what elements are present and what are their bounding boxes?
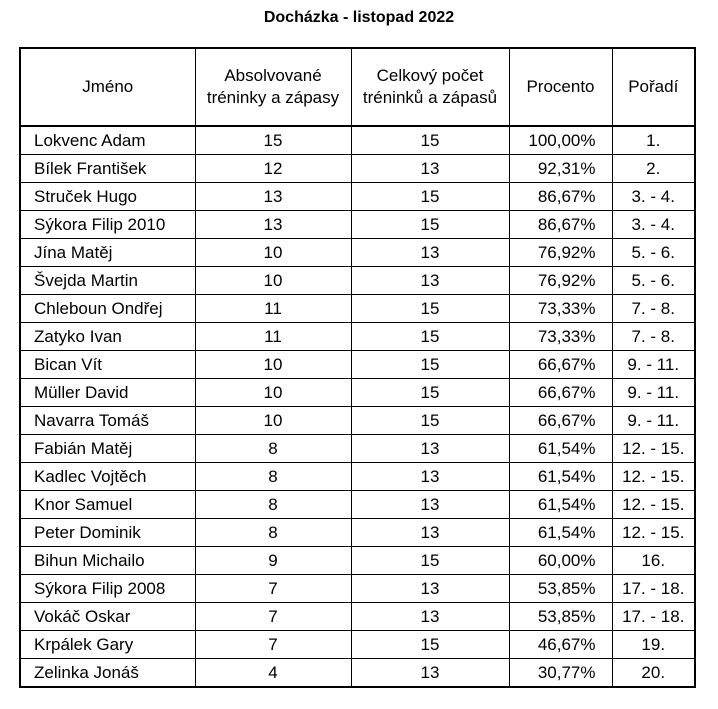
header-total-line2: tréninků a zápasů <box>362 88 498 107</box>
table-row <box>20 659 695 688</box>
cell-percent: 86,67% <box>509 183 612 211</box>
header-name-label: Jméno <box>82 77 134 96</box>
cell-percent: 46,67% <box>509 631 612 659</box>
cell-rank: 17. - 18. <box>612 575 695 603</box>
cell-attended: 8 <box>195 435 351 463</box>
cell-total: 15 <box>351 407 509 435</box>
cell-attended: 12 <box>195 155 351 183</box>
header-rank-label: Pořadí <box>628 77 679 96</box>
cell-attended: 10 <box>195 267 351 295</box>
cell-percent: 61,54% <box>509 491 612 519</box>
cell-percent: 92,31% <box>509 155 612 183</box>
cell-name: Lokvenc Adam <box>20 126 195 155</box>
cell-percent: 100,00% <box>509 126 612 155</box>
cell-name: Bihun Michailo <box>20 547 195 575</box>
cell-attended: 8 <box>195 463 351 491</box>
table-row <box>20 631 695 659</box>
cell-total: 13 <box>351 575 509 603</box>
cell-rank: 17. - 18. <box>612 603 695 631</box>
cell-percent: 61,54% <box>509 519 612 547</box>
cell-percent: 61,54% <box>509 463 612 491</box>
table-row <box>20 126 695 155</box>
table-row <box>20 239 695 267</box>
cell-percent: 86,67% <box>509 211 612 239</box>
cell-percent: 66,67% <box>509 351 612 379</box>
cell-attended: 7 <box>195 603 351 631</box>
cell-attended: 13 <box>195 211 351 239</box>
cell-name: Bican Vít <box>20 351 195 379</box>
cell-percent: 66,67% <box>509 379 612 407</box>
cell-attended: 9 <box>195 547 351 575</box>
cell-total: 13 <box>351 435 509 463</box>
cell-attended: 7 <box>195 575 351 603</box>
cell-rank: 5. - 6. <box>612 267 695 295</box>
cell-attended: 10 <box>195 351 351 379</box>
cell-name: Struček Hugo <box>20 183 195 211</box>
attendance-table <box>19 47 696 688</box>
header-attended <box>195 48 351 126</box>
cell-attended: 7 <box>195 631 351 659</box>
cell-name: Navarra Tomáš <box>20 407 195 435</box>
cell-rank: 2. <box>612 155 695 183</box>
cell-total: 15 <box>351 183 509 211</box>
cell-percent: 73,33% <box>509 295 612 323</box>
table-row <box>20 183 695 211</box>
cell-attended: 11 <box>195 295 351 323</box>
table-row <box>20 407 695 435</box>
cell-attended: 15 <box>195 126 351 155</box>
table-row <box>20 211 695 239</box>
header-total-line1: Celkový počet <box>376 66 484 85</box>
header-percent <box>509 48 612 126</box>
cell-total: 15 <box>351 126 509 155</box>
header-row <box>20 48 695 126</box>
table-row <box>20 603 695 631</box>
cell-rank: 3. - 4. <box>612 211 695 239</box>
table-row <box>20 155 695 183</box>
header-attended-line2: tréninky a zápasy <box>206 88 340 107</box>
cell-name: Sýkora Filip 2010 <box>20 211 195 239</box>
cell-attended: 11 <box>195 323 351 351</box>
cell-percent: 53,85% <box>509 603 612 631</box>
cell-name: Zatyko Ivan <box>20 323 195 351</box>
cell-rank: 12. - 15. <box>612 491 695 519</box>
cell-total: 15 <box>351 211 509 239</box>
cell-percent: 53,85% <box>509 575 612 603</box>
table-row <box>20 519 695 547</box>
cell-rank: 9. - 11. <box>612 379 695 407</box>
cell-rank: 1. <box>612 126 695 155</box>
cell-name: Knor Samuel <box>20 491 195 519</box>
cell-attended: 13 <box>195 183 351 211</box>
cell-percent: 66,67% <box>509 407 612 435</box>
cell-total: 15 <box>351 379 509 407</box>
table-row <box>20 379 695 407</box>
cell-rank: 9. - 11. <box>612 407 695 435</box>
cell-total: 15 <box>351 631 509 659</box>
cell-rank: 20. <box>612 659 695 688</box>
cell-name: Müller David <box>20 379 195 407</box>
cell-total: 13 <box>351 239 509 267</box>
cell-name: Kadlec Vojtěch <box>20 463 195 491</box>
cell-attended: 10 <box>195 239 351 267</box>
cell-name: Bílek František <box>20 155 195 183</box>
cell-total: 15 <box>351 351 509 379</box>
cell-total: 13 <box>351 267 509 295</box>
cell-rank: 19. <box>612 631 695 659</box>
cell-attended: 10 <box>195 407 351 435</box>
cell-percent: 73,33% <box>509 323 612 351</box>
cell-attended: 4 <box>195 659 351 688</box>
header-total <box>351 48 509 126</box>
cell-total: 15 <box>351 295 509 323</box>
cell-percent: 61,54% <box>509 435 612 463</box>
table-row <box>20 575 695 603</box>
cell-name: Fabián Matěj <box>20 435 195 463</box>
cell-rank: 5. - 6. <box>612 239 695 267</box>
table-row <box>20 295 695 323</box>
cell-rank: 9. - 11. <box>612 351 695 379</box>
table-row <box>20 435 695 463</box>
header-rank <box>612 48 695 126</box>
table-row <box>20 267 695 295</box>
table-row <box>20 323 695 351</box>
cell-total: 13 <box>351 519 509 547</box>
cell-percent: 76,92% <box>509 267 612 295</box>
cell-rank: 7. - 8. <box>612 323 695 351</box>
cell-percent: 60,00% <box>509 547 612 575</box>
table-row <box>20 491 695 519</box>
cell-attended: 10 <box>195 379 351 407</box>
page-title: Docházka - listopad 2022 <box>263 9 455 26</box>
cell-name: Jína Matěj <box>20 239 195 267</box>
header-name <box>20 48 195 126</box>
cell-name: Krpálek Gary <box>20 631 195 659</box>
table-body <box>20 126 695 687</box>
header-percent-label: Procento <box>526 77 595 96</box>
cell-total: 13 <box>351 603 509 631</box>
cell-total: 13 <box>351 659 509 688</box>
cell-name: Zelinka Jonáš <box>20 659 195 688</box>
table-row <box>20 463 695 491</box>
cell-percent: 30,77% <box>509 659 612 688</box>
cell-total: 13 <box>351 491 509 519</box>
cell-name: Švejda Martin <box>20 267 195 295</box>
cell-name: Vokáč Oskar <box>20 603 195 631</box>
cell-rank: 12. - 15. <box>612 519 695 547</box>
cell-name: Chleboun Ondřej <box>20 295 195 323</box>
cell-rank: 7. - 8. <box>612 295 695 323</box>
cell-total: 13 <box>351 463 509 491</box>
cell-total: 13 <box>351 155 509 183</box>
cell-name: Sýkora Filip 2008 <box>20 575 195 603</box>
header-attended-line1: Absolvované <box>224 66 322 85</box>
cell-name: Peter Dominik <box>20 519 195 547</box>
cell-percent: 76,92% <box>509 239 612 267</box>
table-row <box>20 547 695 575</box>
table-row <box>20 351 695 379</box>
cell-rank: 3. - 4. <box>612 183 695 211</box>
cell-rank: 12. - 15. <box>612 463 695 491</box>
cell-attended: 8 <box>195 491 351 519</box>
cell-rank: 12. - 15. <box>612 435 695 463</box>
cell-total: 15 <box>351 323 509 351</box>
cell-rank: 16. <box>612 547 695 575</box>
cell-total: 15 <box>351 547 509 575</box>
cell-attended: 8 <box>195 519 351 547</box>
